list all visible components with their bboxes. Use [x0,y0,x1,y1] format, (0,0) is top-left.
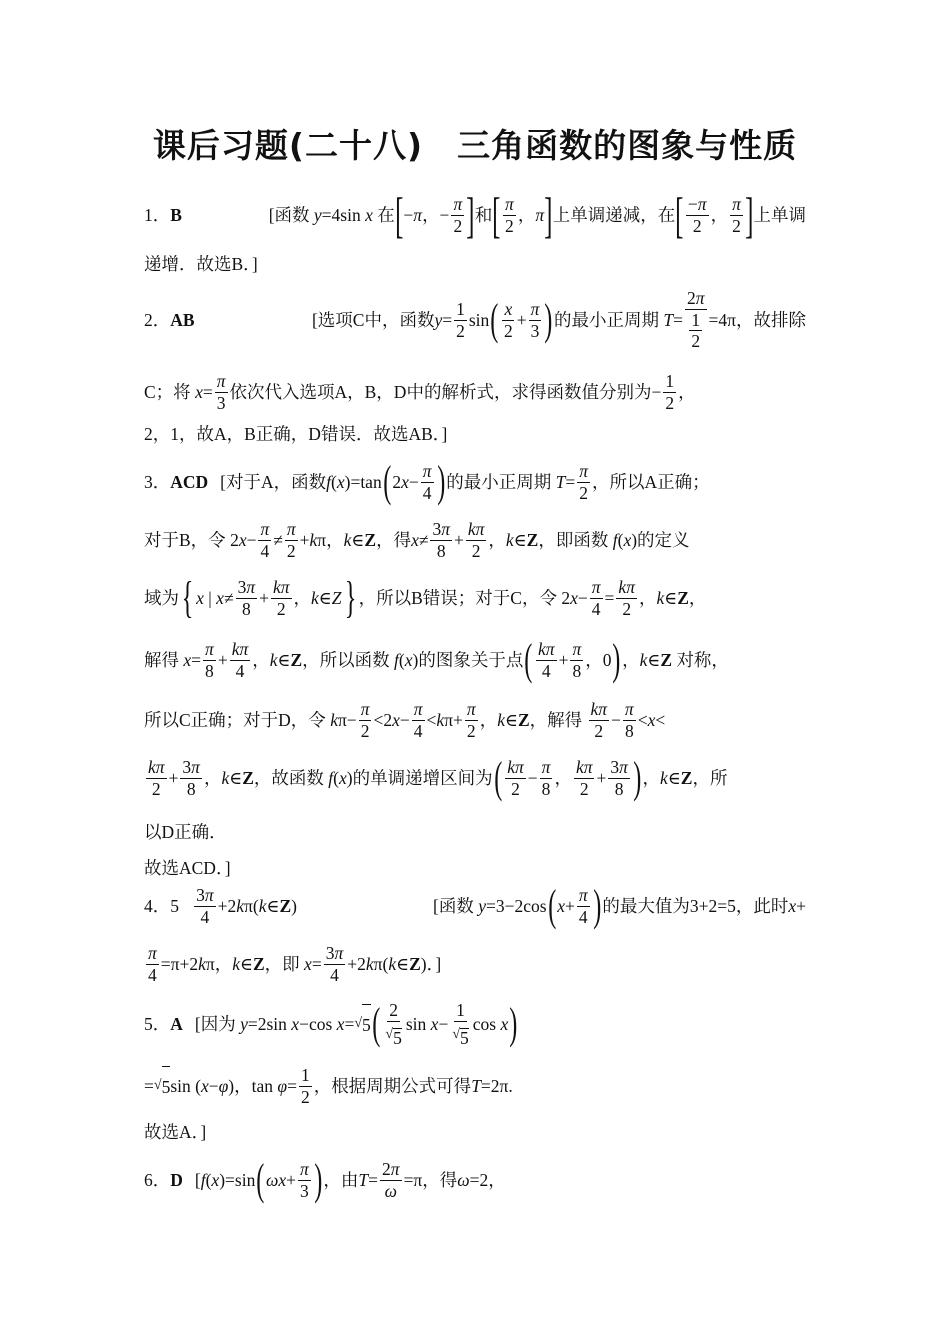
problem-number: 3． [144,472,171,492]
problem-answer: ACD [170,472,209,492]
problem-4-line-1: 4． 5 $\frac{3\pi}{4}$ +2 k π( k ∈ Z ) [函数 y =3−2cos ( x + $\frac{\pi}{4}$ ) 的最大值为3+2=5，此时 x + [144,881,806,930]
problem-3-line-5: 所以C正确；对于D，令 k π− $\frac{\pi}{2}$ <2 x − $\frac{\pi}{4}$ < k π+ $\frac{\pi}{2}$ ， k ∈ Z ， 解得 $\frac{k\pi}{2}$ − $\frac{\pi}{8}$ < x < [144,699,666,741]
page-title: 课后习题(二十八) 三角函数的图象与性质 [152,126,798,165]
problem-answer: D [170,1170,183,1190]
problem-3-line-1: 3．ACD [ 对于A，函数 f ( x )=tan ( 2 x − $\frac{\pi}{4}$ ) 的最小正周期 T = $\frac{\pi}{2}$ ，所以A正确； [144,457,710,506]
problem-6-line-1: 6．D [ f ( x )=sin ( ωx + $\frac{\pi}{3}$ ) ， 由 T = $\frac{2\pi}{\omega}$ =π， 得 ω =2， [144,1155,506,1204]
problem-2-line-2: C；将 x = $\frac{\pi}{3}$ 依次代入选项A，B，D中的解析式，求得函数值分别为− $\frac{1}{2}$ ， [144,371,696,413]
problem-3-line-6: $\frac{k\pi}{2}$ + $\frac{3\pi}{8}$ ， k ∈ Z ， 故函数 f ( x ) 的单调递增区间为 ( $\frac{k\pi}{2}$ − $\frac{\pi}{8}$ ， $\frac{k\pi}{2}$ + $\frac{3\pi}{8}$ ) ， k ∈ Z ， 所 [148,753,728,802]
problem-1-line-1: 1．B [ 函数 y =4sin x 在 [ − π ，− $\frac{\pi}{2}$ ] 和 [ $\frac{\pi}{2}$ ， π ] 上单调递减，在 [ $\frac{-\pi}{2}$ ， $\frac{\pi}{2}$ ] 上单调 [144,187,806,243]
problem-5-line-3: 故选A．] [144,1122,207,1142]
problem-number: 5． [144,1014,171,1034]
problem-3-line-8: 故选ACD．] [144,858,231,878]
problem-number: 6． [144,1170,171,1190]
problem-5-line-1: 5．A [因为 y =2sin x −cos x = √ 5 ( 2 √ 5 sin x − 1 √ 5 cos x ) [144,999,518,1048]
problem-3-line-4: 解得 x = $\frac{\pi}{8}$ + $\frac{k\pi}{4}$ ， k ∈ Z ， 所以函数 f ( x ) 的图象关于点 ( $\frac{k\pi}{4}$ + $\frac{\pi}{8}$ ，0 ) ， k ∈ Z 对称， [144,635,729,684]
problem-answer: AB [170,310,195,330]
problem-5-line-2: = √ 5 sin ( x − φ )，tan φ = $\frac{1}{2}$ ， 根据周期公式可得 T =2π. [144,1065,513,1107]
problem-2-line-3: 2，1，故A，B正确，D错误．故选AB．] [144,424,448,444]
problem-1-line-2: 递增．故选B．] [144,254,258,274]
problem-number: 4． [144,896,171,916]
problem-number: 2． [144,310,171,330]
problem-2-line-1: 2．AB [ 选项C中，函数 y = $\frac{1}{2}$ sin ( $\frac{x}{2}$ + $\frac{\pi}{3}$ ) 的最小正周期 T = $\frac{2\pi}{\frac{1}{2}}$ =4π，故排除 [144,288,806,352]
problem-answer: B [170,205,182,225]
problem-answer: A [170,1014,183,1034]
problem-3-line-3: 域为 { x | x ≠ $\frac{3\pi}{8}$ + $\frac{k\pi}{2}$ ， k ∈ Z } ，所以B错误；对于C，令 2 x − $\frac{\pi}{4}$ = $\frac{k\pi}{2}$ ， k ∈ Z ， [144,573,707,622]
problem-number: 1． [144,205,171,225]
problem-4-line-2: $\frac{\pi}{4}$ =π+2 k π， k ∈ Z ， 即 x = $\frac{3\pi}{4}$ +2 k π( k ∈ Z ) ．] [148,943,442,985]
problem-3-line-2: 对于B，令 2 x − $\frac{\pi}{4}$ ≠ $\frac{\pi}{2}$ + k π， k ∈ Z ， 得 x ≠ $\frac{3\pi}{8}$ + $\frac{k\pi}{2}$ ， k ∈ Z ， 即函数 f ( x ) 的定义 [144,519,690,561]
problem-3-line-7: 以D正确． [144,822,227,842]
